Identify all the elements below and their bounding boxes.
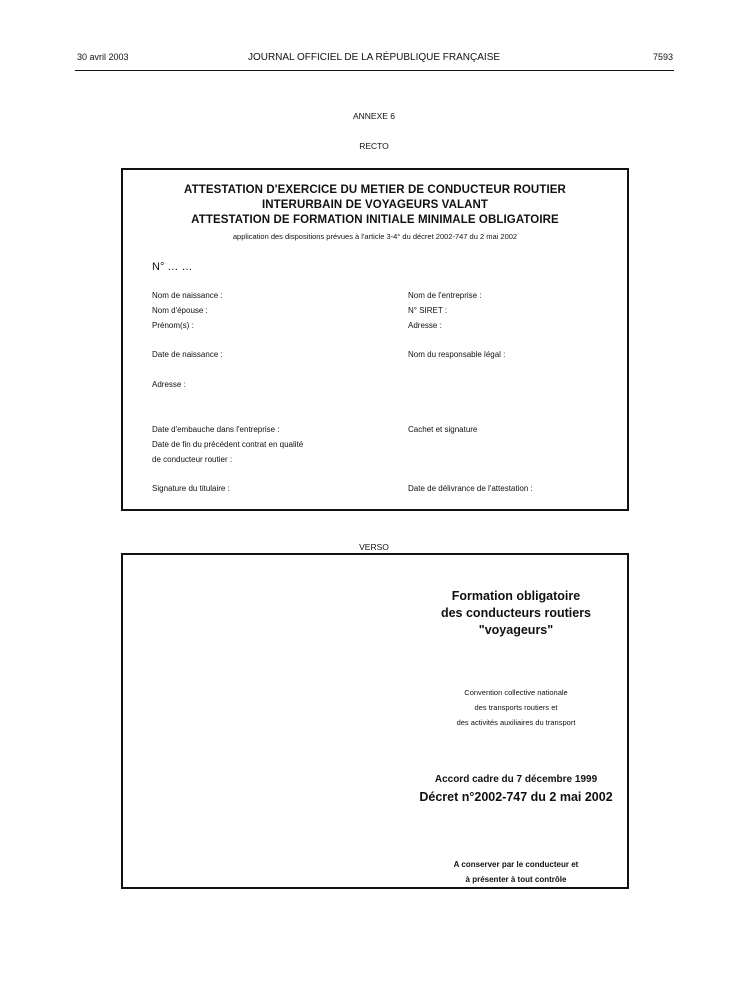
convention-line3: des activités auxiliaires du transport: [456, 718, 576, 727]
field-prenoms: Prénom(s) :: [152, 321, 194, 330]
verso-title-line2: des conducteurs routiers: [440, 606, 592, 620]
field-responsable-legal: Nom du responsable légal :: [408, 350, 506, 359]
field-date-fin-line1: Date de fin du précédent contrat en qualité: [152, 440, 304, 449]
journal-title: JOURNAL OFFICIEL DE LA RÉPUBLIQUE FRANÇAISE: [247, 52, 501, 63]
field-date-embauche: Date d'embauche dans l'entreprise :: [152, 425, 280, 434]
verso-title-line1: Formation obligatoire: [451, 589, 581, 603]
verso-title-line3: "voyageurs": [478, 623, 554, 637]
recto-label: RECTO: [359, 141, 389, 151]
field-cachet-signature: Cachet et signature: [408, 425, 478, 434]
conserver-line1: A conserver par le conducteur et: [453, 860, 579, 869]
field-nom-epouse: Nom d'épouse :: [152, 306, 208, 315]
accord-cadre: Accord cadre du 7 décembre 1999: [434, 774, 598, 785]
field-nom-naissance: Nom de naissance :: [152, 291, 223, 300]
application-text: application des dispositions prévues à l'article 3-4° du décret 2002-747 du 2 mai 2002: [232, 232, 518, 241]
convention-line2: des transports routiers et: [474, 703, 558, 712]
recto-title-line3: ATTESTATION DE FORMATION INITIALE MINIMALE OBLIGATOIRE: [191, 214, 559, 226]
header-rule: [75, 70, 674, 71]
verso-label: VERSO: [359, 542, 389, 552]
recto-form: [121, 168, 629, 511]
field-siret: N° SIRET :: [408, 306, 448, 315]
conserver-line2: à présenter à tout contrôle: [465, 875, 567, 884]
field-date-fin-line2: de conducteur routier :: [152, 455, 233, 464]
field-date-naissance: Date de naissance :: [152, 350, 223, 359]
field-adresse-entreprise: Adresse :: [408, 321, 442, 330]
annexe-label: ANNEXE 6: [352, 111, 396, 121]
page-number: 7593: [652, 52, 673, 62]
field-date-delivrance: Date de délivrance de l'attestation :: [408, 484, 533, 493]
field-nom-entreprise: Nom de l'entreprise :: [408, 291, 482, 300]
header-date: 30 avril 2003: [77, 52, 129, 62]
field-signature-titulaire: Signature du titulaire :: [152, 484, 230, 493]
decret-reference: Décret n°2002-747 du 2 mai 2002: [419, 790, 613, 804]
field-adresse-titulaire: Adresse :: [152, 380, 186, 389]
convention-line1: Convention collective nationale: [464, 688, 568, 697]
attestation-number: N° … …: [152, 261, 193, 273]
recto-title-line1: ATTESTATION D'EXERCICE DU METIER DE CONDUCTEUR ROUTIER: [184, 184, 566, 196]
verso-form: [121, 553, 629, 889]
recto-title-line2: INTERURBAIN DE VOYAGEURS VALANT: [261, 199, 489, 211]
